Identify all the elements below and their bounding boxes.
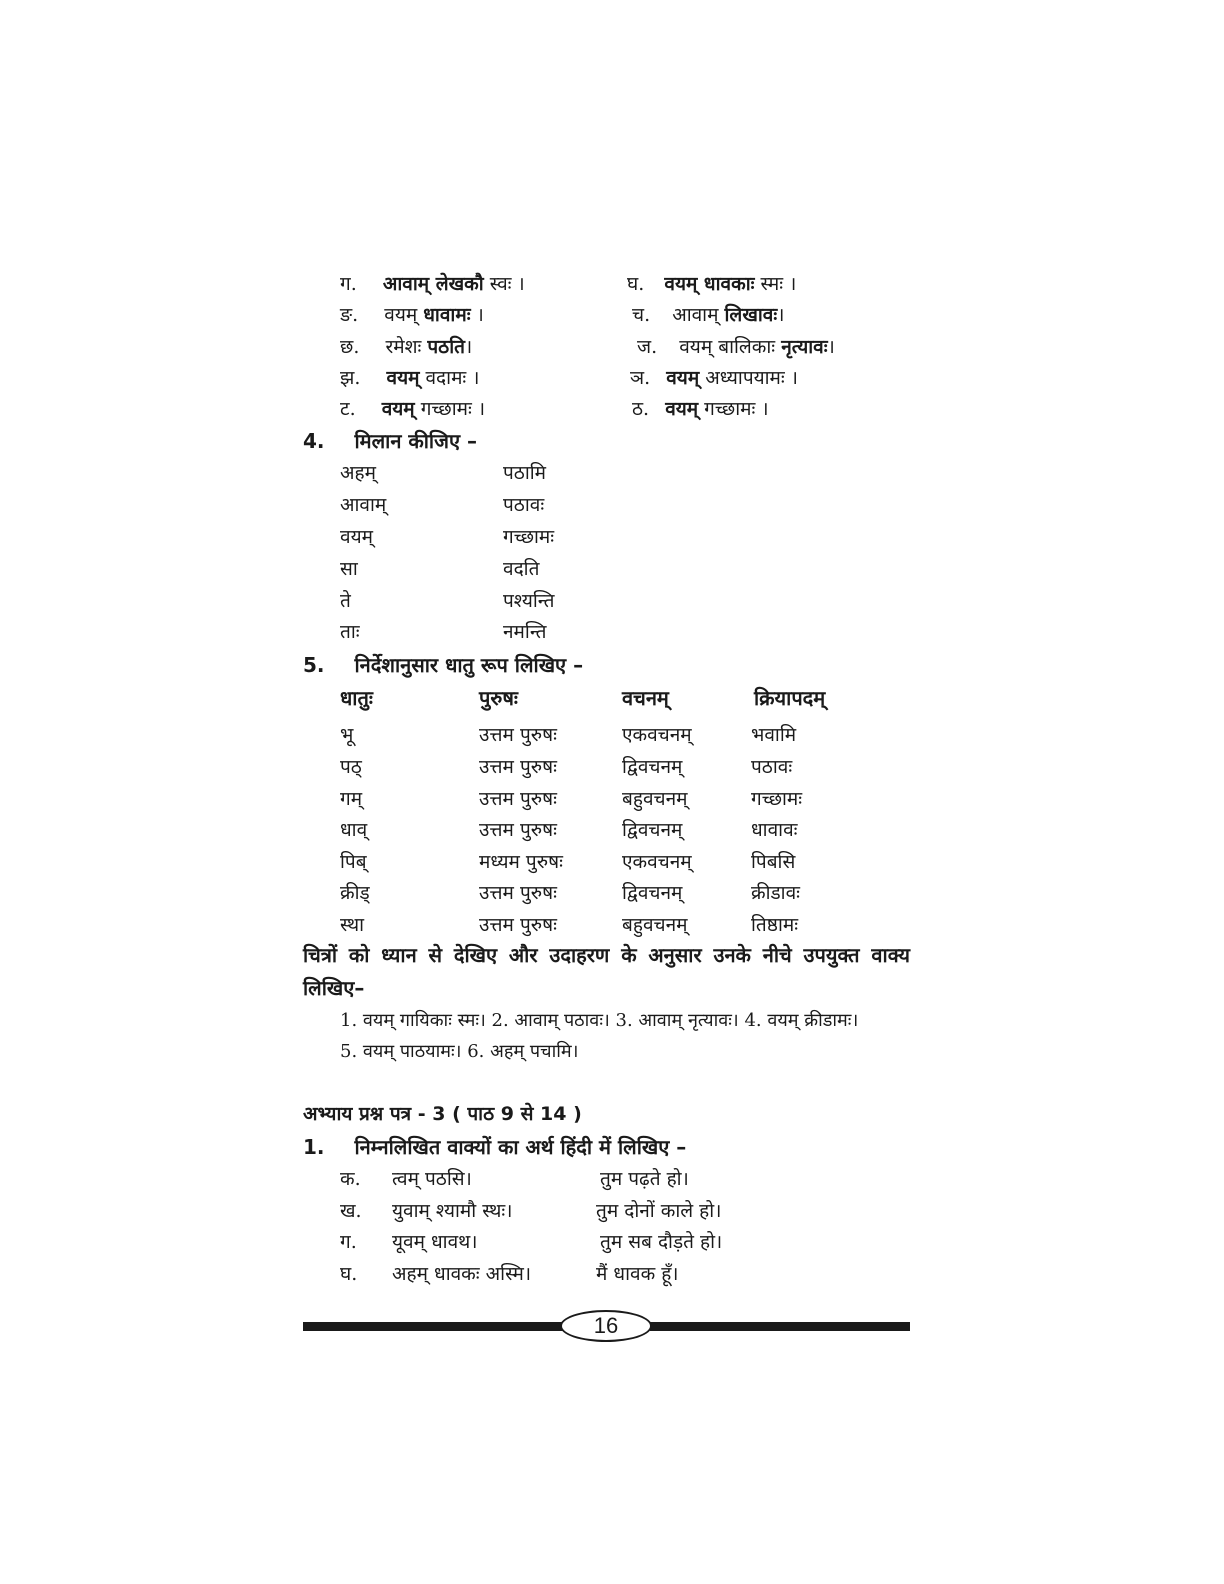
- row-marker: क.: [340, 1168, 361, 1190]
- table-cell: द्विवचनम्: [622, 756, 683, 778]
- table-cell: उत्तम पुरुषः: [479, 724, 557, 746]
- prev-row-left: [340, 366, 480, 390]
- sanskrit-sentence: अहम् धावकः अस्मि।: [392, 1263, 532, 1285]
- page-number: 16: [560, 1310, 652, 1342]
- table-cell: धावावः: [751, 819, 798, 841]
- table-cell: स्था: [340, 914, 365, 936]
- table-cell: एकवचनम्: [622, 851, 692, 873]
- bold-word: लिखावः: [724, 304, 778, 326]
- match-left: वयम्: [340, 526, 373, 548]
- sanskrit-sentence: युवाम् श्यामौ स्थः।: [392, 1200, 513, 1222]
- question-title: निम्नलिखित वाक्यों का अर्थ हिंदी में लिखिए –: [354, 1135, 687, 1159]
- table-cell: उत्तम पुरुषः: [479, 882, 557, 904]
- table-cell: क्रीडावः: [751, 882, 801, 904]
- prev-row-left: [340, 303, 484, 327]
- sentence-text: स्वः ।: [483, 273, 525, 295]
- row-marker: ञ.: [630, 367, 651, 389]
- match-left: अहम्: [340, 462, 376, 484]
- sentence-text: ।: [827, 336, 835, 358]
- bold-word: आवाम् लेखकौ: [382, 273, 484, 295]
- sentence-text: आवाम्: [672, 304, 725, 326]
- bold-word: वयम्: [381, 398, 415, 420]
- row-marker: घ.: [627, 273, 645, 295]
- sentence-text: गच्छामः ।: [414, 398, 486, 420]
- q6-answer-line2: 5. वयम् पाठयामः। 6. अहम् पचामि।: [340, 1041, 579, 1062]
- table-cell: द्विवचनम्: [622, 882, 683, 904]
- footer-rule-left: [303, 1322, 563, 1331]
- table-cell: पिबसि: [751, 851, 796, 873]
- bold-word: पठति: [427, 336, 465, 358]
- hindi-meaning: तुम पढ़ते हो।: [600, 1168, 689, 1190]
- bold-word: धावामः: [423, 304, 471, 326]
- match-left: सा: [340, 558, 358, 580]
- sanskrit-sentence: यूवम् धावथ।: [392, 1231, 478, 1253]
- paper3-title: अभ्याय प्रश्न पत्र - 3 ( पाठ 9 से 14 ): [303, 1103, 582, 1125]
- bold-word: वयम्: [665, 398, 699, 420]
- hindi-meaning: मैं धावक हूँ।: [596, 1263, 679, 1285]
- sentence-text: गच्छामः ।: [698, 398, 769, 420]
- sentence-text: अध्यापयामः ।: [699, 367, 799, 389]
- question-number: 1.: [303, 1135, 325, 1159]
- q4-heading: [303, 428, 477, 454]
- paper3-q1-heading: [303, 1134, 686, 1160]
- table-cell: एकवचनम्: [622, 724, 692, 746]
- row-marker: घ.: [340, 1263, 358, 1285]
- table-header: वचनम्: [622, 686, 669, 710]
- sentence-text: ।: [470, 304, 484, 326]
- table-cell: उत्तम पुरुषः: [479, 756, 557, 778]
- sentence-text: वदामः ।: [419, 367, 480, 389]
- table-cell: उत्तम पुरुषः: [479, 914, 557, 936]
- sentence-text: रमेशः: [385, 336, 428, 358]
- table-cell: पठ्: [340, 756, 362, 778]
- bold-word: नृत्यावः: [781, 336, 828, 358]
- match-right: पश्यन्ति: [503, 590, 555, 612]
- table-cell: पठावः: [751, 756, 793, 778]
- table-cell: तिष्ठामः: [751, 914, 799, 936]
- sentence-text: वयम् बालिकाः: [679, 336, 782, 358]
- question-title: निर्देशानुसार धातु रूप लिखिए –: [354, 653, 584, 677]
- match-right: नमन्ति: [503, 621, 547, 643]
- row-marker: ग.: [340, 273, 357, 295]
- row-marker: ज.: [637, 336, 658, 358]
- sentence-text: ।: [777, 304, 785, 326]
- hindi-meaning: तुम दोनों काले हो।: [596, 1200, 722, 1222]
- table-header: क्रियापदम्: [754, 686, 826, 710]
- q6-answer-line1: 1. वयम् गायिकाः स्मः। 2. आवाम् पठावः। 3. आवाम् नृत्यावः। 4. वयम् क्रीडामः।: [340, 1010, 859, 1031]
- row-marker: ग.: [340, 1231, 357, 1253]
- row-marker: ट.: [340, 398, 356, 420]
- table-cell: गच्छामः: [751, 788, 803, 810]
- prev-row-right: [630, 366, 798, 390]
- q5-heading: [303, 652, 583, 678]
- sentence-text: स्मः ।: [754, 273, 797, 295]
- table-cell: धाव्: [340, 819, 368, 841]
- match-right: पठावः: [503, 494, 545, 516]
- row-marker: च.: [632, 304, 651, 326]
- match-left: ते: [340, 590, 351, 612]
- prev-row-right: [632, 303, 784, 327]
- match-left: ताः: [340, 621, 360, 643]
- prev-row-left: [340, 272, 525, 296]
- footer-rule-right: [650, 1322, 910, 1331]
- sentence-text: वयम्: [384, 304, 424, 326]
- prev-row-right: [632, 397, 769, 421]
- question-number: 5.: [303, 653, 325, 677]
- hindi-meaning: तुम सब दौड़ते हो।: [600, 1231, 723, 1253]
- prev-row-right: [627, 272, 796, 296]
- bold-word: वयम्: [386, 367, 420, 389]
- question-number: 4.: [303, 429, 325, 453]
- match-right: पठामि: [503, 462, 547, 484]
- sentence-text: ।: [464, 336, 473, 358]
- table-cell: भवामि: [751, 724, 797, 746]
- question-title: मिलान कीजिए –: [354, 429, 477, 453]
- table-cell: पिब्: [340, 851, 367, 873]
- q6-title-line2: लिखिए–: [303, 976, 365, 1000]
- match-left: आवाम्: [340, 494, 387, 516]
- prev-row-left: [340, 335, 472, 359]
- table-cell: गम्: [340, 788, 363, 810]
- table-cell: मध्यम पुरुषः: [479, 851, 563, 873]
- table-cell: बहुवचनम्: [622, 788, 688, 810]
- q6-title-line1: चित्रों को ध्यान से देखिए और उदाहरण के अनुसार उनके नीचे उपयुक्त वाक्य: [303, 943, 910, 967]
- sanskrit-sentence: त्वम् पठसि।: [392, 1168, 472, 1190]
- row-marker: ङ.: [340, 304, 359, 326]
- table-header: धातुः: [340, 686, 373, 710]
- row-marker: ठ.: [632, 398, 650, 420]
- bold-word: वयम् धावकाः: [664, 273, 755, 295]
- table-cell: भू: [340, 724, 354, 746]
- table-cell: बहुवचनम्: [622, 914, 688, 936]
- match-right: वदति: [503, 558, 540, 580]
- row-marker: छ.: [340, 336, 360, 358]
- match-right: गच्छामः: [503, 526, 555, 548]
- row-marker: झ.: [340, 367, 361, 389]
- table-cell: उत्तम पुरुषः: [479, 788, 557, 810]
- table-cell: क्रीड्: [340, 882, 370, 904]
- table-header: पुरुषः: [479, 686, 518, 710]
- bold-word: वयम्: [666, 367, 700, 389]
- prev-row-left: [340, 397, 485, 421]
- table-cell: उत्तम पुरुषः: [479, 819, 557, 841]
- prev-row-right: [637, 335, 835, 359]
- row-marker: ख.: [340, 1200, 362, 1222]
- table-cell: द्विवचनम्: [622, 819, 683, 841]
